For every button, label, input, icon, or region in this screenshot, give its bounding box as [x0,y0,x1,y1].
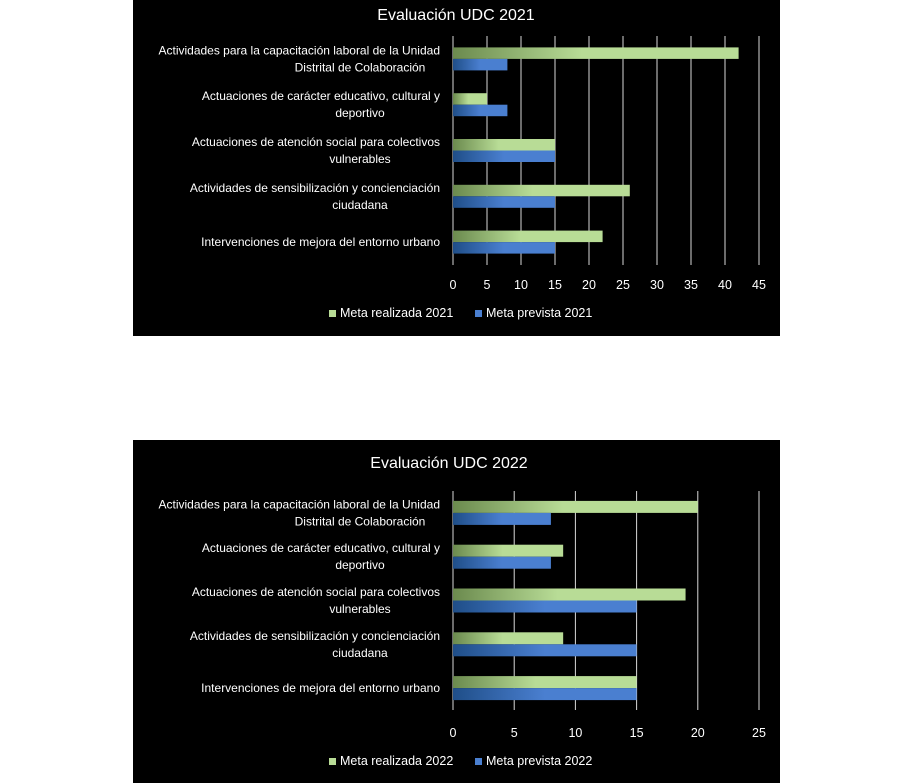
x-tick-label: 45 [752,278,766,292]
category-label: ciudadana [332,645,388,660]
bar-meta-prevista [453,557,551,569]
chart-2022 [133,440,780,783]
category-label: Actuaciones de carácter educativo, cultural y [201,541,440,556]
x-tick-label: 15 [548,278,562,292]
category-label: Actividades de sensibilización y concienciación [189,180,440,195]
legend-label: Meta prevista 2021 [486,306,593,320]
bar-meta-realizada [453,47,739,59]
bar-meta-realizada [453,231,603,243]
x-tick-label: 40 [718,278,732,292]
x-tick-label: 10 [568,726,583,740]
category-label: Intervenciones de mejora del entorno urbano [201,235,440,250]
bar-meta-realizada [453,545,563,557]
x-tick-label: 25 [616,278,630,292]
category-label: Intervenciones de mejora del entorno urbano [201,681,440,696]
bar-meta-prevista [453,196,555,208]
x-tick-label: 20 [582,278,596,292]
chart-title: Evaluación UDC 2022 [370,455,528,472]
category-label: Actuaciones de atención social para colectivos [191,135,440,149]
category-label: Distrital de Colaboración [294,514,426,529]
bar-meta-prevista [453,601,637,613]
category-label: deportivo [335,558,385,573]
legend-label: Meta prevista 2022 [486,754,593,768]
chart-panel-2021 [133,0,780,336]
legend-swatch-prevista [475,758,482,765]
legend-label: Meta realizada 2021 [340,306,454,320]
bar-meta-prevista [453,59,507,71]
x-tick-label: 15 [629,726,644,740]
bar-meta-prevista [453,513,551,525]
bar-meta-realizada [453,93,487,105]
category-label: vulnerables [329,602,391,616]
category-label: deportivo [335,106,385,121]
x-tick-label: 10 [514,278,528,292]
bar-meta-prevista [453,644,637,656]
x-tick-label: 20 [690,726,705,740]
bar-meta-realizada [453,589,686,601]
category-label: vulnerables [329,152,391,166]
bar-meta-realizada [453,632,563,644]
category-label: Distrital de Colaboración [294,60,426,75]
category-label: Actuaciones de atención social para colectivos [191,585,440,599]
category-label: Actividades para la capacitación laboral de la Unidad [158,497,440,512]
bar-meta-prevista [453,688,637,700]
legend-swatch-realizada [329,310,336,317]
legend-label: Meta realizada 2022 [340,754,454,768]
chart-2021 [133,0,780,336]
bar-meta-prevista [453,105,507,117]
bar-meta-prevista [453,242,555,254]
legend-swatch-prevista [475,310,482,317]
category-label: Actividades para la capacitación laboral de la Unidad [158,43,440,58]
chart-panel-2022 [133,440,780,783]
x-tick-label: 0 [449,726,457,740]
chart-title: Evaluación UDC 2021 [377,7,535,24]
bar-meta-realizada [453,501,698,513]
x-tick-label: 5 [483,278,491,292]
bar-meta-realizada [453,676,637,688]
category-label: Actuaciones de carácter educativo, cultural y [201,89,440,104]
category-label: ciudadana [332,197,388,212]
category-label: Actividades de sensibilización y concienciación [189,628,440,643]
bar-meta-prevista [453,151,555,163]
legend-swatch-realizada [329,758,336,765]
x-tick-label: 25 [752,726,766,740]
x-tick-label: 30 [650,278,664,292]
x-tick-label: 0 [449,278,457,292]
bar-meta-realizada [453,139,555,151]
x-tick-label: 5 [510,726,518,740]
bar-meta-realizada [453,185,630,197]
x-tick-label: 35 [684,278,698,292]
